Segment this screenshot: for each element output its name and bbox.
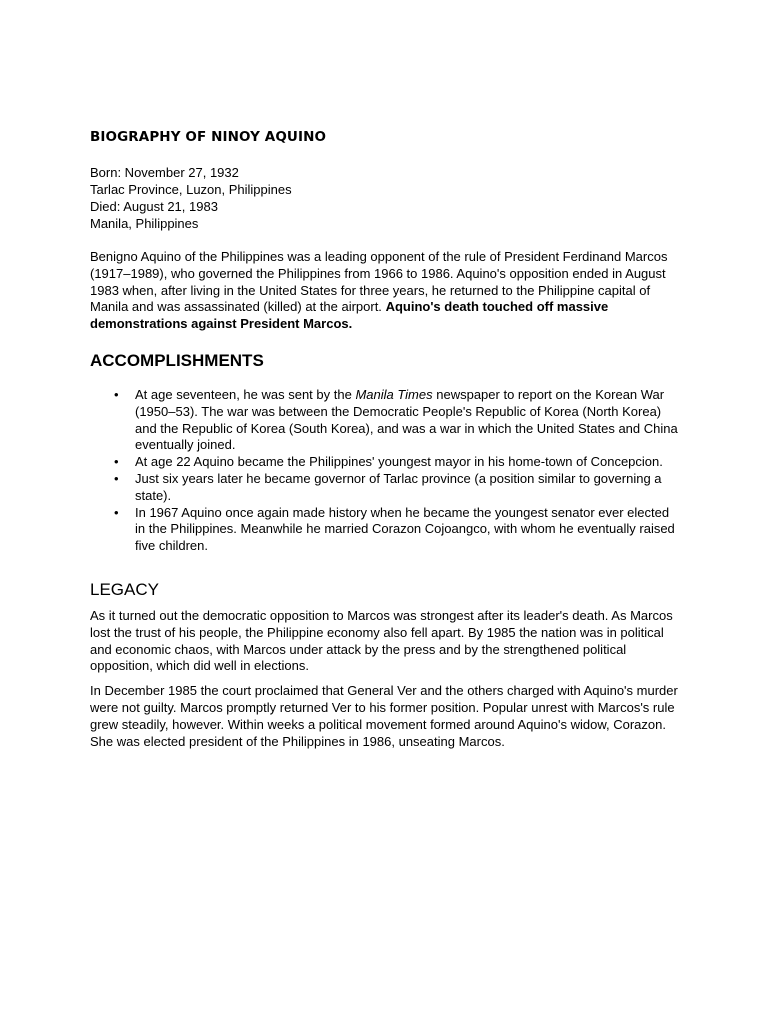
list-item — [90, 505, 680, 555]
document-page — [90, 126, 680, 750]
legacy-paragraph-2: In December 1985 the court proclaimed that General Ver and the others charged with Aquino's murder were not guilty. Marcos promptly returned Ver to his former position. Popular unrest with Marcos's rule grew steadily, however. Within weeks a political movement formed around Aquino's widow, Corazon. She was elected president of the Philippines in 1986, unseating Marcos. — [90, 683, 678, 749]
bullet-icon: • — [114, 504, 119, 520]
bullet-icon: • — [114, 454, 119, 470]
intro-paragraph — [90, 249, 680, 333]
born-date: Born: November 27, 1932 — [90, 165, 239, 180]
intro-bold-text: Aquino's death touched off massive demonstrations against President Marcos. — [90, 299, 609, 332]
bullet-icon: • — [114, 470, 119, 486]
birth-place: Tarlac Province, Luzon, Philippines — [90, 182, 292, 197]
item-text: newspaper to report on the Korean War (1950–53). The war was between the Democratic People's Republic of Korea (North Korea) and the Republic of Korea (South Korea), and was a war in which the United States and China eventually joined. — [135, 386, 678, 453]
newspaper-name: Manila Times — [355, 386, 433, 402]
bio-facts — [90, 164, 680, 232]
accomplishments-list — [90, 387, 680, 555]
list-item — [90, 454, 680, 471]
legacy-paragraph-1: As it turned out the democratic opposition to Marcos was strongest after its leader's death. As Marcos lost the trust of his people, the Philippine economy also fell apart. By 1985 the nation was in political and economic chaos, with Marcos under attack by the press and by the strengthened political opposition, which did well in elections. — [90, 607, 673, 674]
list-item — [90, 471, 680, 505]
accomplishments-heading: ACCOMPLISHMENTS — [90, 350, 264, 370]
item-text: At age seventeen, he was sent by the — [135, 386, 352, 402]
item-text: At age 22 Aquino became the Philippines' youngest mayor in his home-town of Concepcion. — [135, 454, 663, 470]
document-title: BIOGRAPHY OF NINOY AQUINO — [90, 129, 327, 145]
death-date: Died: August 21, 1983 — [90, 199, 218, 214]
list-item — [90, 387, 680, 454]
legacy-heading: LEGACY — [90, 579, 159, 599]
item-text: In 1967 Aquino once again made history when he became the youngest senator ever elected in the Philippines. Meanwhile he married Corazon Cojoangco, with whom he eventually raised five children. — [135, 504, 675, 554]
bullet-icon: • — [114, 386, 119, 402]
item-text: Just six years later he became governor of Tarlac province (a position similar to governing a state). — [135, 470, 662, 503]
intro-text: Benigno Aquino of the Philippines was a leading opponent of the rule of President Ferdinand Marcos (1917–1989), who governed the Philippines from 1966 to 1986. Aquino's opposition ended in August 1983 when, after living in the United States for three years, he returned to the Philippine capital of Manila and was assassinated (killed) at the airport. — [90, 249, 668, 315]
death-place: Manila, Philippines — [90, 216, 199, 231]
